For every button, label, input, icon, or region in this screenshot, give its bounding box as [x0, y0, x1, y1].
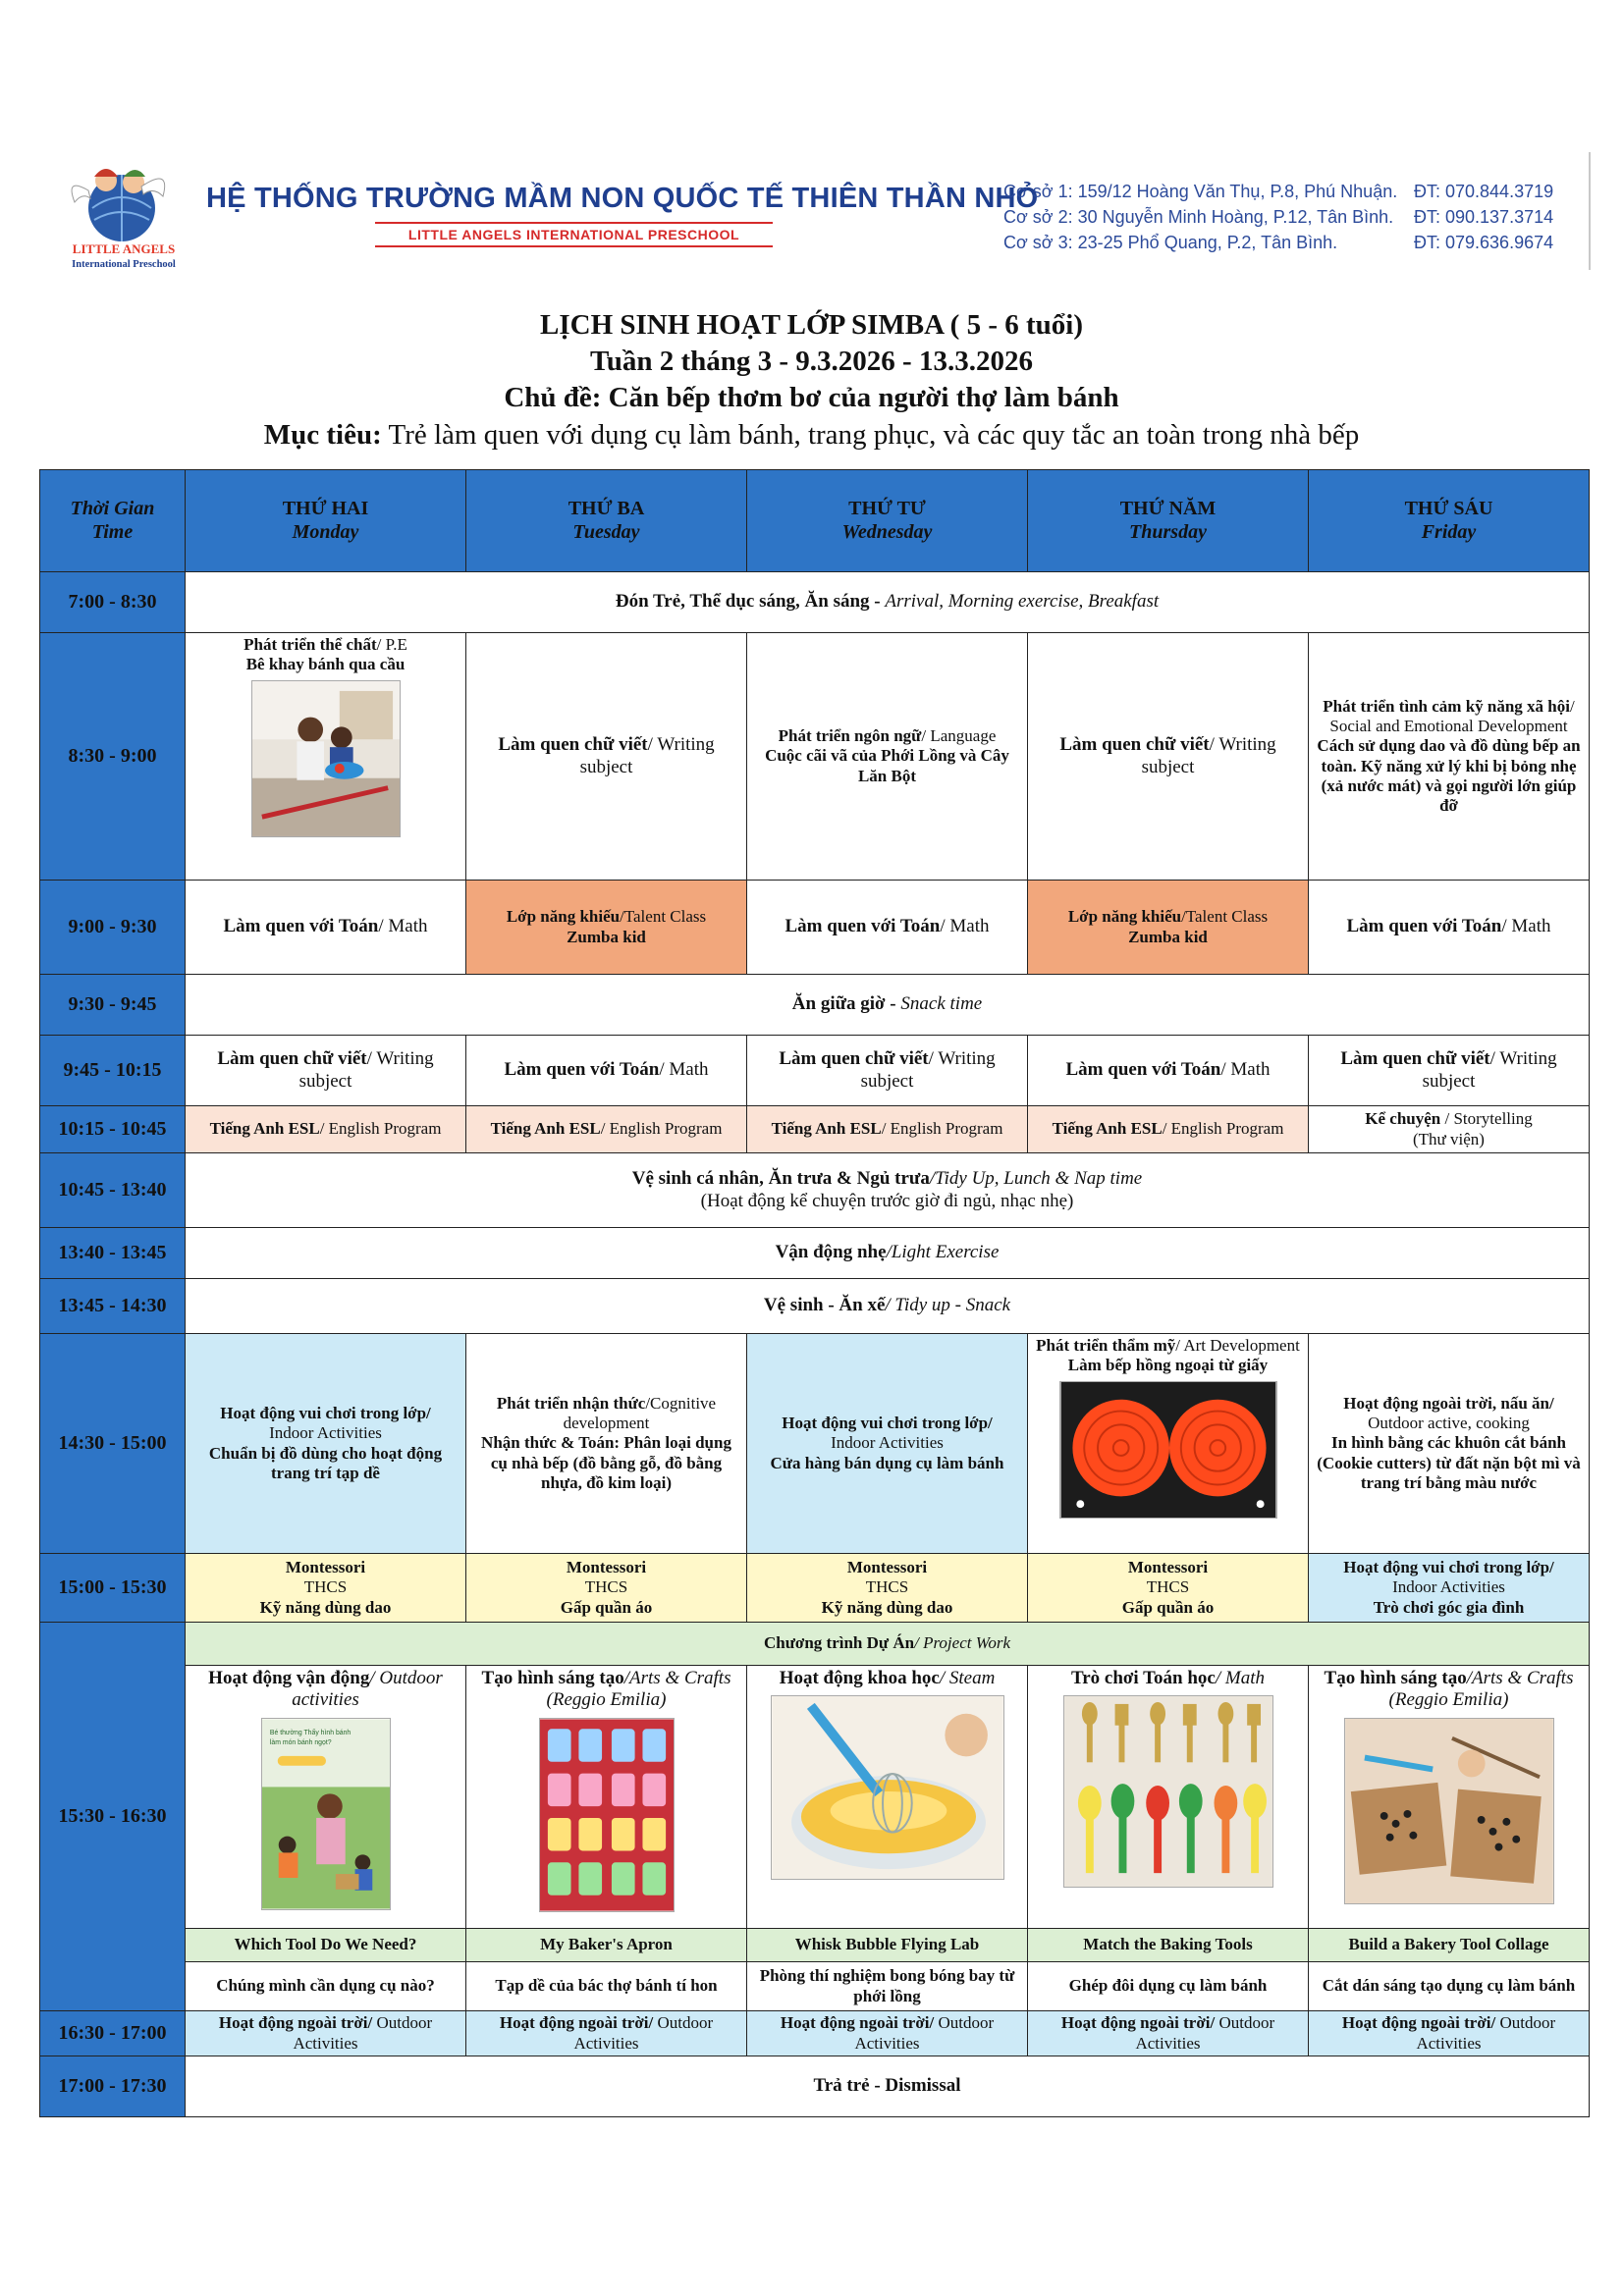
time-cell: 10:15 - 10:45 [40, 1106, 186, 1153]
activity-cell: Hoạt động vui chơi trong lớp/ Indoor Activities Chuẩn bị đồ dùng cho hoạt động trang trí tạp dề [186, 1334, 466, 1554]
activity-cell: Làm quen chữ viết/ Writing subject [747, 1036, 1028, 1106]
activity-cell: Phát triển thẩm mỹ/ Art Development Làm bếp hồng ngoại từ giấy [1028, 1334, 1309, 1554]
apron-photo [539, 1718, 675, 1912]
montessori-cell: Montessori THCS Kỹ năng dùng dao [747, 1554, 1028, 1623]
project-cell: Tạo hình sáng tạo/Arts & Crafts (Reggio Emilia) [1309, 1666, 1590, 1929]
activity-cell: Làm quen với Toán/ Math [466, 1036, 747, 1106]
logo-sub: International Preschool [72, 259, 176, 270]
campus-address: Cơ sở 3: 23-25 Phổ Quang, P.2, Tân Bình. [1003, 233, 1338, 252]
table-row [40, 2011, 1590, 2056]
project-title-vi: Cắt dán sáng tạo dụng cụ làm bánh [1309, 1962, 1590, 2011]
table-header-row [40, 470, 1590, 572]
project-cell: Trò chơi Toán học/ Math [1028, 1666, 1309, 1929]
table-row [40, 1962, 1590, 2011]
table-row [40, 1228, 1590, 1279]
project-cell: Hoạt động vận động/ Outdoor activities Bé thường Thấy hình bánh làm món bánh ngọt? [186, 1666, 466, 1929]
time-cell: 13:40 - 13:45 [40, 1228, 186, 1279]
header-monday: THỨ HAI Monday [186, 470, 466, 572]
time-cell: 13:45 - 14:30 [40, 1279, 186, 1334]
campus-row [1003, 179, 1581, 204]
header-thursday: THỨ NĂM Thursday [1028, 470, 1309, 572]
activity-cell: Vệ sinh cá nhân, Ăn trưa & Ngủ trưa/Tidy Up, Lunch & Nap time (Hoạt động kể chuyện trước giờ đi ngủ, nhạc nhẹ) [186, 1153, 1590, 1228]
header-time: Thời Gian Time [40, 470, 186, 572]
campus-row [1003, 204, 1581, 230]
montessori-cell: Montessori THCS Gấp quần áo [466, 1554, 747, 1623]
time-cell: 15:00 - 15:30 [40, 1554, 186, 1623]
project-banner: Chương trình Dự Án/ Project Work [186, 1623, 1590, 1666]
week-title: Tuần 2 tháng 3 - 9.3.2026 - 13.3.2026 [590, 346, 1033, 377]
header-tuesday: THỨ BA Tuesday [466, 470, 747, 572]
table-row [40, 1929, 1590, 1962]
logo-text: LITTLE ANGELS [72, 241, 176, 256]
campus-address: Cơ sở 1: 159/12 Hoàng Văn Thụ, P.8, Phú Nhuận. [1003, 182, 1398, 201]
campus-address: Cơ sở 2: 30 Nguyễn Minh Hoàng, P.12, Tân Bình. [1003, 207, 1394, 227]
outdoor-cell: Hoạt động ngoài trời/ Outdoor Activities [186, 2011, 466, 2056]
table-row [40, 1106, 1590, 1153]
activity-cell: Vệ sinh - Ăn xế/ Tidy up - Snack [186, 1279, 1590, 1334]
goal-line [0, 416, 1623, 454]
activity-cell: Đón Trẻ, Thể dục sáng, Ăn sáng - Arrival, Morning exercise, Breakfast [186, 572, 1590, 633]
goal-text: Trẻ làm quen với dụng cụ làm bánh, trang phục, và các quy tắc an toàn trong nhà bếp [381, 419, 1360, 451]
stove-photo [1059, 1381, 1277, 1519]
talent-cell: Lớp năng khiếu/Talent Class Zumba kid [466, 881, 747, 975]
header-friday: THỨ SÁU Friday [1309, 470, 1590, 572]
title-block [0, 306, 1623, 454]
time-cell: 15:30 - 16:30 [40, 1623, 186, 2011]
project-title-en: Whisk Bubble Flying Lab [747, 1929, 1028, 1962]
activity-cell: Làm quen với Toán/ Math [186, 881, 466, 975]
outdoor-cell: Hoạt động ngoài trời/ Outdoor Activities [1028, 2011, 1309, 2056]
esl-cell: Tiếng Anh ESL/ English Program [466, 1106, 747, 1153]
table-row [40, 572, 1590, 633]
activity-cell: Phát triển thể chất/ P.E Bê khay bánh qua cầu [186, 633, 466, 881]
activity-cell: Trả trẻ - Dismissal [186, 2056, 1590, 2117]
outdoor-cell: Hoạt động ngoài trời/ Outdoor Activities [747, 2011, 1028, 2056]
montessori-cell: Montessori THCS Gấp quần áo [1028, 1554, 1309, 1623]
activity-cell: Vận động nhẹ/Light Exercise [186, 1228, 1590, 1279]
outdoor-photo [261, 1718, 391, 1910]
header-divider [1589, 152, 1591, 270]
school-sub-box [375, 222, 773, 247]
activity-cell: Kể chuyện / Storytelling (Thư viện) [1309, 1106, 1590, 1153]
project-title-en: Build a Bakery Tool Collage [1309, 1929, 1590, 1962]
esl-cell: Tiếng Anh ESL/ English Program [747, 1106, 1028, 1153]
time-cell: 8:30 - 9:00 [40, 633, 186, 881]
project-cell: Tạo hình sáng tạo/Arts & Crafts (Reggio Emilia) [466, 1666, 747, 1929]
schedule-title: LỊCH SINH HOẠT LỚP SIMBA ( 5 - 6 tuổi) [540, 309, 1083, 341]
project-title-en: Match the Baking Tools [1028, 1929, 1309, 1962]
time-cell: 9:00 - 9:30 [40, 881, 186, 975]
time-cell: 10:45 - 13:40 [40, 1153, 186, 1228]
activity-cell: Phát triển nhận thức/Cognitive development Nhận thức & Toán: Phân loại dụng cụ nhà bếp (đồ bằng gỗ, đồ bằng nhựa, đồ kim loại) [466, 1334, 747, 1554]
table-row [40, 975, 1590, 1036]
esl-cell: Tiếng Anh ESL/ English Program [186, 1106, 466, 1153]
project-title-en: Which Tool Do We Need? [186, 1929, 466, 1962]
project-cell: Hoạt động khoa học/ Steam [747, 1666, 1028, 1929]
pe-photo [251, 680, 401, 837]
montessori-cell: Montessori THCS Kỹ năng dùng dao [186, 1554, 466, 1623]
collage-photo [1344, 1718, 1554, 1904]
activity-cell: Làm quen với Toán/ Math [1309, 881, 1590, 975]
activity-cell: Làm quen chữ viết/ Writing subject [1028, 633, 1309, 881]
activity-cell: Làm quen chữ viết/ Writing subject [1309, 1036, 1590, 1106]
campus-phone: ĐT: 070.844.3719 [1414, 182, 1554, 201]
header-wednesday: THỨ TƯ Wednesday [747, 470, 1028, 572]
activity-cell: Hoạt động ngoài trời, nấu ăn/ Outdoor active, cooking In hình bằng các khuôn cắt bánh (Cookie cutters) từ đất nặn bột mì và trang trí bằng màu nước [1309, 1334, 1590, 1554]
table-row [40, 1334, 1590, 1554]
schedule-table [39, 469, 1590, 2117]
time-cell: 16:30 - 17:00 [40, 2011, 186, 2056]
activity-cell: Làm quen với Toán/ Math [1028, 1036, 1309, 1106]
school-sub: LITTLE ANGELS INTERNATIONAL PRESCHOOL [407, 227, 740, 242]
activity-cell: Phát triển tình cảm kỹ năng xã hội/ Social and Emotional Development Cách sử dụng dao và đồ dùng bếp an toàn. Kỹ năng xử lý khi bị bỏng nhẹ (xả nước mát) và gọi người lớn giúp đỡ [1309, 633, 1590, 881]
time-cell: 7:00 - 8:30 [40, 572, 186, 633]
time-cell: 14:30 - 15:00 [40, 1334, 186, 1554]
project-title-en: My Baker's Apron [466, 1929, 747, 1962]
school-logo [55, 147, 192, 270]
goal-label: Mục tiêu: [263, 419, 382, 451]
campus-list [1003, 179, 1581, 255]
activity-cell: Làm quen chữ viết/ Writing subject [186, 1036, 466, 1106]
table-row [40, 1554, 1590, 1623]
time-cell: 9:45 - 10:15 [40, 1036, 186, 1106]
project-title-vi: Tạp dề của bác thợ bánh tí hon [466, 1962, 747, 2011]
table-row [40, 1036, 1590, 1106]
table-row [40, 633, 1590, 881]
time-cell: 17:00 - 17:30 [40, 2056, 186, 2117]
project-title-vi: Chúng mình cần dụng cụ nào? [186, 1962, 466, 2011]
svg-text:làm món bánh ngọt?: làm món bánh ngọt? [269, 1738, 332, 1746]
table-row [40, 1279, 1590, 1334]
poster-text: Bé thường Thấy hình bánh [269, 1730, 351, 1737]
project-title-vi: Ghép đôi dụng cụ làm bánh [1028, 1962, 1309, 2011]
activity-cell: Hoạt động vui chơi trong lớp/ Indoor Activities Trò chơi góc gia đình [1309, 1554, 1590, 1623]
theme-title: Chủ đề: Căn bếp thơm bơ của người thợ làm bánh [504, 382, 1119, 413]
spoon-match-photo [1063, 1695, 1273, 1888]
project-title-vi: Phòng thí nghiệm bong bóng bay từ phới lồng [747, 1962, 1028, 2011]
talent-cell: Lớp năng khiếu/Talent Class Zumba kid [1028, 881, 1309, 975]
activity-cell: Ăn giữa giờ - Snack time [186, 975, 1590, 1036]
campus-row [1003, 230, 1581, 255]
table-row [40, 1153, 1590, 1228]
activity-cell: Làm quen với Toán/ Math [747, 881, 1028, 975]
outdoor-cell: Hoạt động ngoài trời/ Outdoor Activities [466, 2011, 747, 2056]
school-name: HỆ THỐNG TRƯỜNG MẦM NON QUỐC TẾ THIÊN THẦN NHỎ [206, 183, 1039, 214]
activity-cell: Làm quen chữ viết/ Writing subject [466, 633, 747, 881]
table-row [40, 881, 1590, 975]
campus-phone: ĐT: 090.137.3714 [1414, 207, 1554, 227]
esl-cell: Tiếng Anh ESL/ English Program [1028, 1106, 1309, 1153]
whisk-photo [771, 1695, 1004, 1880]
activity-cell: Hoạt động vui chơi trong lớp/ Indoor Activities Cửa hàng bán dụng cụ làm bánh [747, 1334, 1028, 1554]
table-row [40, 1666, 1590, 1929]
activity-cell: Phát triển ngôn ngữ/ Language Cuộc cãi vã của Phới Lồng và Cây Lăn Bột [747, 633, 1028, 881]
table-row [40, 2056, 1590, 2117]
time-cell: 9:30 - 9:45 [40, 975, 186, 1036]
outdoor-cell: Hoạt động ngoài trời/ Outdoor Activities [1309, 2011, 1590, 2056]
campus-phone: ĐT: 079.636.9674 [1414, 233, 1554, 252]
table-row [40, 1623, 1590, 1666]
